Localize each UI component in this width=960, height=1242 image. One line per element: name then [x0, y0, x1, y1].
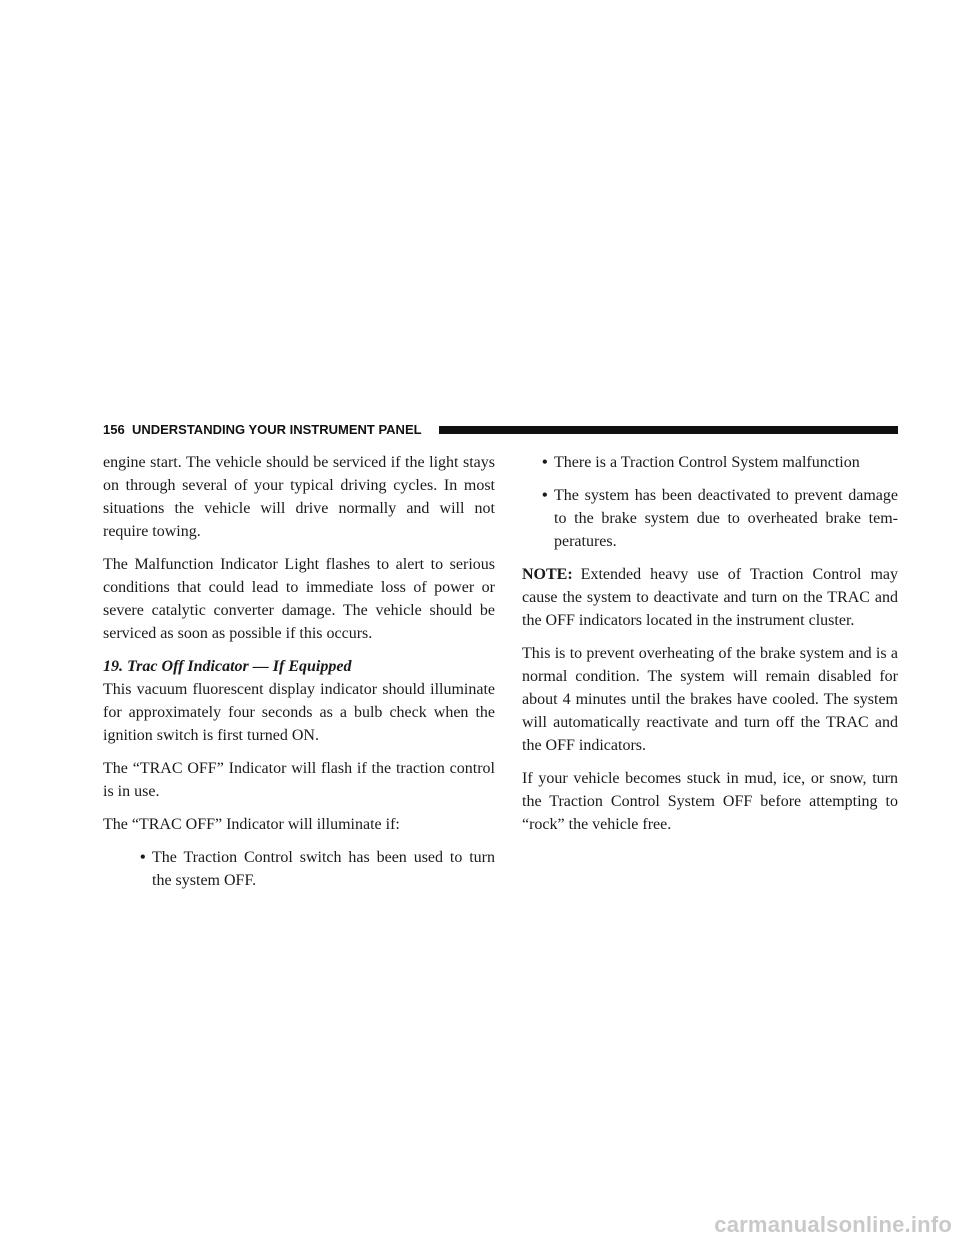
paragraph: This vacuum fluorescent display indicator should illuminate for approximately four seconds as a bulb check when the ignition switch is first turned ON.: [103, 681, 495, 744]
page-header: [103, 422, 898, 438]
header-text: [103, 422, 422, 438]
list-item-text: There is a Traction Control System malfunction: [554, 454, 860, 471]
right-column: [522, 451, 898, 846]
paragraph: The “TRAC OFF” Indicator will flash if the traction control is in use.: [103, 760, 495, 800]
note-text: Extended heavy use of Traction Control may cause the system to deactivate and turn on the TRAC and the OFF indicators located in the instrument cluster.: [522, 566, 898, 629]
watermark: carmanualsonline.info: [714, 1212, 952, 1237]
note-paragraph: [522, 563, 898, 632]
page-number: 156: [103, 422, 125, 437]
section-heading: 19. Trac Off Indicator — If Equipped: [103, 658, 352, 675]
bullet-icon: •: [542, 487, 548, 504]
list-item: [522, 451, 898, 474]
bullet-list: [103, 846, 495, 892]
paragraph: If your vehicle becomes stuck in mud, ice, or snow, turn the Traction Control System OFF before attempting to “rock” the vehicle free.: [522, 770, 898, 833]
bullet-list: [522, 451, 898, 553]
paragraph: engine start. The vehicle should be serviced if the light stays on through several of your typical driving cycles. In most situations the vehicle will drive normally and will not require towing.: [103, 454, 495, 540]
bullet-icon: •: [542, 454, 548, 471]
bullet-icon: •: [140, 849, 146, 866]
paragraph: This is to prevent overheating of the brake system and is a normal condition. The system will remain disabled for about 4 minutes until the brakes have cooled. The system will automatically reactivate and turn off the TRAC and the OFF indicators.: [522, 645, 898, 754]
list-item: [522, 484, 898, 553]
left-column: [103, 451, 495, 902]
list-item-text: The Traction Control switch has been used to turn the system OFF.: [152, 849, 495, 889]
header-rule: [439, 426, 898, 434]
list-item-text: The system has been deactivated to prevent damage to the brake system due to overheated brake temperatures.: [554, 487, 898, 550]
list-item: [103, 846, 495, 892]
paragraph: The Malfunction Indicator Light flashes to alert to serious conditions that could lead to immediate loss of power or severe catalytic converter damage. The vehicle should be serviced as soon as possible if this occurs.: [103, 556, 495, 642]
section-title: UNDERSTANDING YOUR INSTRUMENT PANEL: [131, 422, 422, 437]
paragraph: The “TRAC OFF” Indicator will illuminate if:: [103, 816, 400, 833]
note-label: NOTE:: [522, 566, 573, 583]
